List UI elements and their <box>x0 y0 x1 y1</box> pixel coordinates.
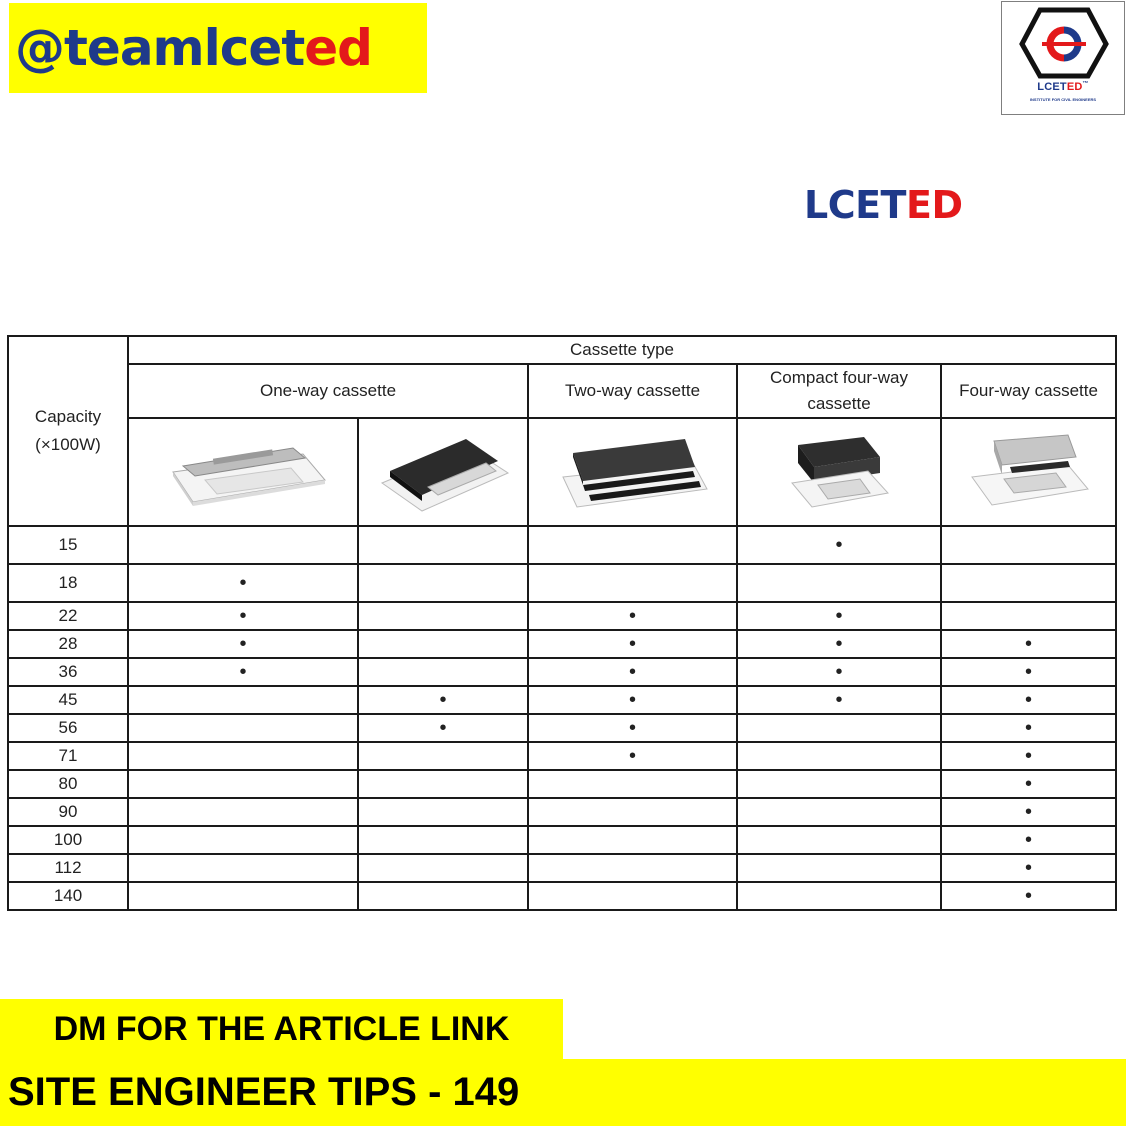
availability-cell <box>358 742 528 770</box>
availability-dot: • <box>1025 772 1033 795</box>
availability-dot: • <box>1025 884 1033 907</box>
availability-cell <box>941 826 1116 854</box>
one-way-cassette-slim-icon <box>153 432 333 512</box>
availability-dot: • <box>628 660 636 683</box>
availability-cell <box>358 630 528 658</box>
two-way-cassette-header: Two-way cassette <box>528 364 737 418</box>
availability-dot: • <box>1025 744 1033 767</box>
availability-dot: • <box>628 716 636 739</box>
two-way-unit-image <box>528 418 737 526</box>
availability-cell <box>941 742 1116 770</box>
availability-cell <box>128 826 358 854</box>
table-row <box>8 658 1116 686</box>
availability-cell <box>128 658 358 686</box>
availability-cell <box>737 630 941 658</box>
availability-dot: • <box>239 660 247 683</box>
availability-dot: • <box>628 688 636 711</box>
compact-four-way-cassette-header: Compact four-way cassette <box>737 364 941 418</box>
brand-wordmark: LCETED <box>804 183 963 227</box>
table-row <box>8 602 1116 630</box>
table-row <box>8 686 1116 714</box>
one-way-boxed-unit-image <box>358 418 528 526</box>
table-row <box>8 770 1116 798</box>
availability-dot: • <box>1025 716 1033 739</box>
availability-cell <box>358 564 528 602</box>
availability-cell <box>737 714 941 742</box>
availability-cell <box>737 854 941 882</box>
availability-cell <box>941 602 1116 630</box>
availability-cell <box>941 882 1116 910</box>
logo-wordmark: LCETED™ <box>1037 81 1089 93</box>
availability-cell <box>528 798 737 826</box>
availability-cell <box>528 564 737 602</box>
availability-cell <box>528 630 737 658</box>
availability-cell <box>528 882 737 910</box>
capacity-cell: 45 <box>8 686 128 714</box>
availability-dot: • <box>239 604 247 627</box>
availability-cell <box>128 742 358 770</box>
availability-cell <box>737 882 941 910</box>
availability-dot: • <box>835 660 843 683</box>
availability-cell <box>358 526 528 564</box>
capacity-cell: 140 <box>8 882 128 910</box>
compact-four-way-cassette-icon <box>784 427 894 517</box>
availability-cell <box>128 854 358 882</box>
capacity-header: Capacity (×100W) <box>8 336 128 526</box>
availability-cell <box>358 882 528 910</box>
availability-dot: • <box>628 604 636 627</box>
availability-cell <box>528 714 737 742</box>
availability-cell <box>737 526 941 564</box>
capacity-cell: 15 <box>8 526 128 564</box>
availability-cell <box>941 686 1116 714</box>
availability-dot: • <box>835 688 843 711</box>
availability-dot: • <box>439 716 447 739</box>
availability-dot: • <box>1025 856 1033 879</box>
availability-cell <box>358 714 528 742</box>
availability-cell <box>737 798 941 826</box>
capacity-cell: 71 <box>8 742 128 770</box>
table-row <box>8 526 1116 564</box>
availability-cell <box>128 630 358 658</box>
availability-cell <box>941 658 1116 686</box>
availability-cell <box>128 686 358 714</box>
availability-cell <box>358 770 528 798</box>
availability-dot: • <box>239 632 247 655</box>
capacity-cell: 112 <box>8 854 128 882</box>
capacity-cell: 90 <box>8 798 128 826</box>
availability-cell <box>358 686 528 714</box>
four-way-unit-image <box>941 418 1116 526</box>
availability-dot: • <box>628 744 636 767</box>
table-row <box>8 630 1116 658</box>
availability-cell <box>358 826 528 854</box>
availability-cell <box>941 798 1116 826</box>
table-row <box>8 798 1116 826</box>
availability-cell <box>737 770 941 798</box>
availability-cell <box>128 714 358 742</box>
availability-cell <box>528 602 737 630</box>
availability-dot: • <box>1025 660 1033 683</box>
availability-cell <box>128 526 358 564</box>
handle-banner <box>9 3 427 93</box>
availability-cell <box>358 658 528 686</box>
capacity-cell: 36 <box>8 658 128 686</box>
availability-cell <box>941 714 1116 742</box>
table-row <box>8 826 1116 854</box>
table-row <box>8 714 1116 742</box>
availability-dot: • <box>835 632 843 655</box>
availability-cell <box>128 564 358 602</box>
availability-cell <box>737 564 941 602</box>
capacity-cell: 100 <box>8 826 128 854</box>
lceted-logo <box>1001 1 1125 115</box>
availability-cell <box>128 602 358 630</box>
availability-cell <box>941 854 1116 882</box>
availability-cell <box>528 658 737 686</box>
handle-text-prefix: @teamlcet <box>15 19 305 77</box>
availability-cell <box>528 770 737 798</box>
table-row <box>8 854 1116 882</box>
availability-dot: • <box>835 533 843 556</box>
one-way-cassette-boxed-icon <box>368 427 518 517</box>
four-way-cassette-icon <box>964 427 1094 517</box>
dm-banner: DM FOR THE ARTICLE LINK <box>0 999 563 1059</box>
availability-cell <box>737 686 941 714</box>
availability-cell <box>128 798 358 826</box>
availability-cell <box>528 526 737 564</box>
availability-cell <box>358 854 528 882</box>
logo-tagline: INSTITUTE FOR CIVIL ENGINEERS <box>1029 97 1097 102</box>
capacity-cell: 56 <box>8 714 128 742</box>
availability-cell <box>128 882 358 910</box>
four-way-cassette-header: Four-way cassette <box>941 364 1116 418</box>
lceted-logo-mark-icon <box>1002 2 1126 82</box>
capacity-cell: 80 <box>8 770 128 798</box>
availability-dot: • <box>239 571 247 594</box>
cassette-type-header: Cassette type <box>128 336 1116 364</box>
capacity-cell: 18 <box>8 564 128 602</box>
table-row <box>8 882 1116 910</box>
two-way-cassette-icon <box>553 427 713 517</box>
availability-cell <box>358 798 528 826</box>
availability-dot: • <box>1025 800 1033 823</box>
cassette-capacity-table <box>7 335 1117 911</box>
availability-cell <box>128 770 358 798</box>
availability-cell <box>737 826 941 854</box>
compact-four-way-unit-image <box>737 418 941 526</box>
availability-cell <box>737 742 941 770</box>
one-way-slim-unit-image <box>128 418 358 526</box>
availability-cell <box>358 602 528 630</box>
availability-dot: • <box>835 604 843 627</box>
availability-cell <box>941 770 1116 798</box>
availability-cell <box>941 526 1116 564</box>
availability-cell <box>528 826 737 854</box>
one-way-cassette-header: One-way cassette <box>128 364 528 418</box>
capacity-cell: 22 <box>8 602 128 630</box>
availability-cell <box>941 564 1116 602</box>
availability-dot: • <box>1025 632 1033 655</box>
table-row <box>8 742 1116 770</box>
availability-dot: • <box>439 688 447 711</box>
availability-cell <box>737 602 941 630</box>
handle-text-suffix: ed <box>304 19 372 77</box>
availability-dot: • <box>1025 828 1033 851</box>
availability-cell <box>941 630 1116 658</box>
availability-cell <box>528 742 737 770</box>
availability-cell <box>528 686 737 714</box>
capacity-cell: 28 <box>8 630 128 658</box>
availability-cell <box>528 854 737 882</box>
availability-dot: • <box>1025 688 1033 711</box>
tips-banner: SITE ENGINEER TIPS - 149 <box>0 1059 1126 1126</box>
availability-dot: • <box>628 632 636 655</box>
availability-cell <box>737 658 941 686</box>
table-row <box>8 564 1116 602</box>
